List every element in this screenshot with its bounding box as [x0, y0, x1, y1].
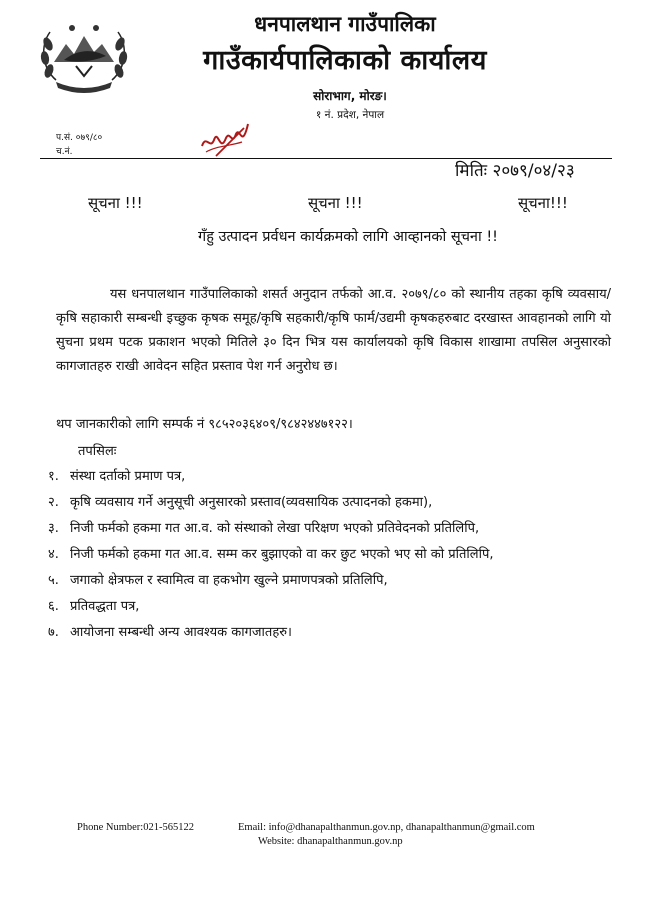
list-item-text: कृषि व्यवसाय गर्ने अनुसूची अनुसारको प्रस्ताव(व्यवसायिक उत्पादनको हकमा),	[70, 495, 433, 510]
list-item-text: निजी फर्मको हकमा गत आ.व. सम्म कर बुझाएको वा कर छुट भएको भए सो को प्रतिलिपि,	[70, 547, 494, 562]
list-item	[48, 492, 432, 510]
municipality-name: धनपालथान गाउँपालिका	[254, 12, 436, 36]
notice-subject: गँहु उत्पादन प्रर्वधन कार्यक्रमको लागि आव्हानको सूचना !!	[198, 229, 498, 245]
footer-phone: Phone Number:021-565122	[77, 822, 194, 833]
address-line-2: १ नं. प्रदेश, नेपाल	[315, 109, 385, 121]
list-item-text: प्रतिवद्धता पत्र,	[70, 599, 140, 614]
government-emblem-icon	[36, 10, 132, 96]
issue-date: मितिः २०७९/०४/२३	[455, 161, 575, 181]
list-item-number: १.	[48, 469, 59, 484]
list-item	[48, 622, 292, 640]
address-line-1: सोराभाग, मोरङ।	[313, 89, 387, 103]
body-paragraph: यस धनपालथान गाउँपालिकाको शसर्त अनुदान तर्फको आ.व. २०७९/८० को स्थानीय तहका कृषि व्यवसाय/ कृषि सहाकारी सम्बन्धी इच्छुक कृषक समूह/कृषि सहकारी/कृषि फार्म/उद्यमी कृषकहरुबाट दरखास्त आवहानको लागि यो सुचना प्रथम पटक प्रकाशन भएको मितिले ३० दिन भित्र यस कार्यालयको कृषि विकास शाखामा तपसिल अनुसारको कागजातहरु राखी आवेदन सहित प्रस्ताव पेश गर्न अनुरोध छ।	[56, 287, 611, 374]
list-item	[48, 570, 388, 588]
list-item	[48, 544, 493, 562]
tapasil-heading: तपसिलः	[78, 444, 117, 459]
list-item-number: २.	[48, 495, 59, 510]
contact-line: थप जानकारीको लागि सम्पर्क नं ९८५२०३६४०९/९८४२४४७१२२।	[56, 417, 353, 432]
list-item-number: ७.	[48, 625, 59, 640]
list-item	[48, 466, 185, 484]
notice-label-left: सूचना !!!	[88, 194, 143, 212]
list-item	[48, 596, 139, 614]
notice-label-right: सूचना!!!	[518, 194, 568, 212]
list-item-number: ४.	[48, 547, 59, 562]
list-item-number: ६.	[48, 599, 59, 614]
list-item-number: ५.	[48, 573, 59, 588]
notice-label-center: सूचना !!!	[308, 194, 363, 212]
list-item-text: आयोजना सम्बन्धी अन्य आवश्यक कागजातहरु।	[70, 625, 292, 640]
signature-icon	[196, 116, 252, 164]
footer-website: Website: dhanapalthanmun.gov.np	[258, 836, 403, 847]
footer-email: Email: info@dhanapalthanmun.gov.np, dhanapalthanmun@gmail.com	[238, 822, 535, 833]
list-item-text: संस्था दर्ताको प्रमाण पत्र,	[70, 469, 186, 484]
list-item	[48, 518, 479, 536]
list-item-text: जगाको क्षेत्रफल र स्वामित्व वा हकभोग खुल्ने प्रमाणपत्रको प्रतिलिपि,	[70, 573, 388, 588]
office-name: गाउँकार्यपालिकाको कार्यालय	[203, 45, 487, 76]
chalani-number: च.नं.	[56, 147, 73, 157]
list-item-text: निजी फर्मको हकमा गत आ.व. को संस्थाको लेखा परिक्षण भएको प्रतिवेदनको प्रतिलिपि,	[70, 521, 480, 536]
list-item-number: ३.	[48, 521, 59, 536]
patra-sankhya: प.सं. ०७९/८०	[56, 133, 103, 143]
